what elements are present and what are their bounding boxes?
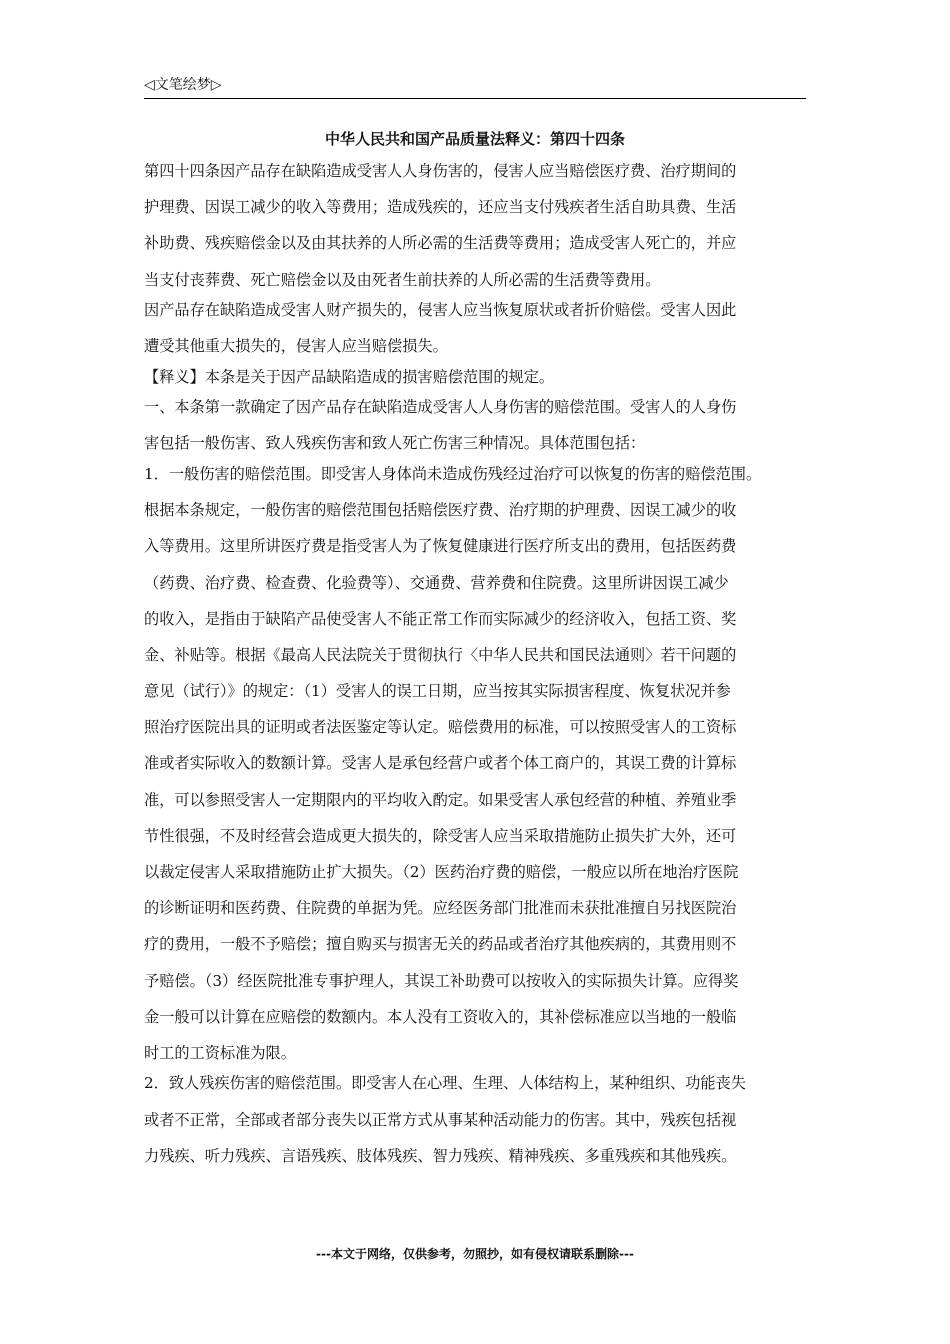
text-line: 因产品存在缺陷造成受害人财产损失的，侵害人应当恢复原状或者折价赔偿。受害人因此 [144,301,737,320]
text-line: 护理费、因误工减少的收入等费用；造成残疾的，还应当支付残疾者生活自助具费、生活 [144,198,737,217]
text-line: 准或者实际收入的数额计算。受害人是承包经营户或者个体工商户的，其误工费的计算标 [144,754,737,773]
text-line: 力残疾、听力残疾、言语残疾、肢体残疾、智力残疾、精神残疾、多重残疾和其他残疾。 [144,1146,737,1165]
text-line: 予赔偿。（3）经医院批准专事护理人，其误工补助费可以按收入的实际损失计算。应得奖 [144,971,739,990]
text-line: 补助费、残疾赔偿金以及由其扶养的人所必需的生活费等费用；造成受害人死亡的，并应 [144,234,737,253]
text-line: 1．一般伤害的赔偿范围。即受害人身体尚未造成伤残经过治疗可以恢复的伤害的赔偿范围。 [144,464,762,483]
text-line: 2．致人残疾伤害的赔偿范围。即受害人在心理、生理、人体结构上，某种组织、功能丧失 [144,1074,746,1093]
text-line: 金、补贴等。根据《最高人民法院关于贯彻执行〈中华人民共和国民法通则〉若干问题的 [144,645,737,664]
document-body [144,156,814,1177]
text-line: （药费、治疗费、检查费、化验费等）、交通费、营养费和住院费。这里所讲因误工减少 [144,573,729,592]
text-line: 【释义】本条是关于因产品缺陷造成的损害赔偿范围的规定。 [144,367,555,386]
document-title: 中华人民共和国产品质量法释义：第四十四条 [324,130,625,148]
text-line: 的收入，是指由于缺陷产品使受害人不能正常工作而实际减少的经济收入，包括工资、奖 [144,609,737,628]
text-line: 或者不正常，全部或者部分丧失以正常方式从事某种活动能力的伤害。其中，残疾包括视 [144,1110,737,1129]
text-line: 一、本条第一款确定了因产品存在缺陷造成受害人人身伤害的赔偿范围。受害人的人身伤 [144,398,737,417]
text-line: 当支付丧葬费、死亡赔偿金以及由死者生前扶养的人所必需的生活费等费用。 [144,270,661,289]
text-line: 意见（试行）》的规定：（1）受害人的误工日期，应当按其实际损害程度、恢复状况并参 [144,682,731,701]
text-line: 准，可以参照受害人一定期限内的平均收入酌定。如果受害人承包经营的种植、养殖业季 [144,790,737,809]
text-line: 入等费用。这里所讲医疗费是指受害人为了恢复健康进行医疗所支出的费用，包括医药费 [144,537,737,556]
text-line: 第四十四条因产品存在缺陷造成受害人人身伤害的，侵害人应当赔偿医疗费、治疗期间的 [144,162,737,180]
text-line: 根据本条规定，一般伤害的赔偿范围包括赔偿医疗费、治疗期的护理费、因误工减少的收 [144,501,737,520]
page-header [144,74,806,99]
text-line: 疗的费用，一般不予赔偿；擅自购买与损害无关的药品或者治疗其他疾病的，其费用则不 [144,935,737,954]
page-footer: ---本文于网络，仅供参考，勿照抄，如有侵权请联系删除--- [316,1247,634,1261]
text-line: 金一般可以计算在应赔偿的数额内。本人没有工资收入的，其补偿标准应以当地的一般临 [144,1007,737,1026]
text-line: 节性很强，不及时经营会造成更大损失的，除受害人应当采取措施防止损失扩大外，还可 [144,826,737,845]
text-line: 时工的工资标准为限。 [144,1043,296,1062]
text-line: 的诊断证明和医药费、住院费的单据为凭。应经医务部门批准而未获批准擅自另找医院治 [144,899,737,918]
text-line: 遭受其他重大损失的，侵害人应当赔偿损失。 [144,337,448,356]
text-line: 以裁定侵害人采取措施防止扩大损失。（2）医药治疗费的赔偿，一般应以所在地治疗医院 [144,863,739,881]
header-label: ◁文笔绘梦▷ [144,77,222,93]
text-line: 照治疗医院出具的证明或者法医鉴定等认定。赔偿费用的标准，可以按照受害人的工资标 [144,718,737,737]
text-line: 害包括一般伤害、致人残疾伤害和致人死亡伤害三种情况。具体范围包括： [144,434,646,453]
